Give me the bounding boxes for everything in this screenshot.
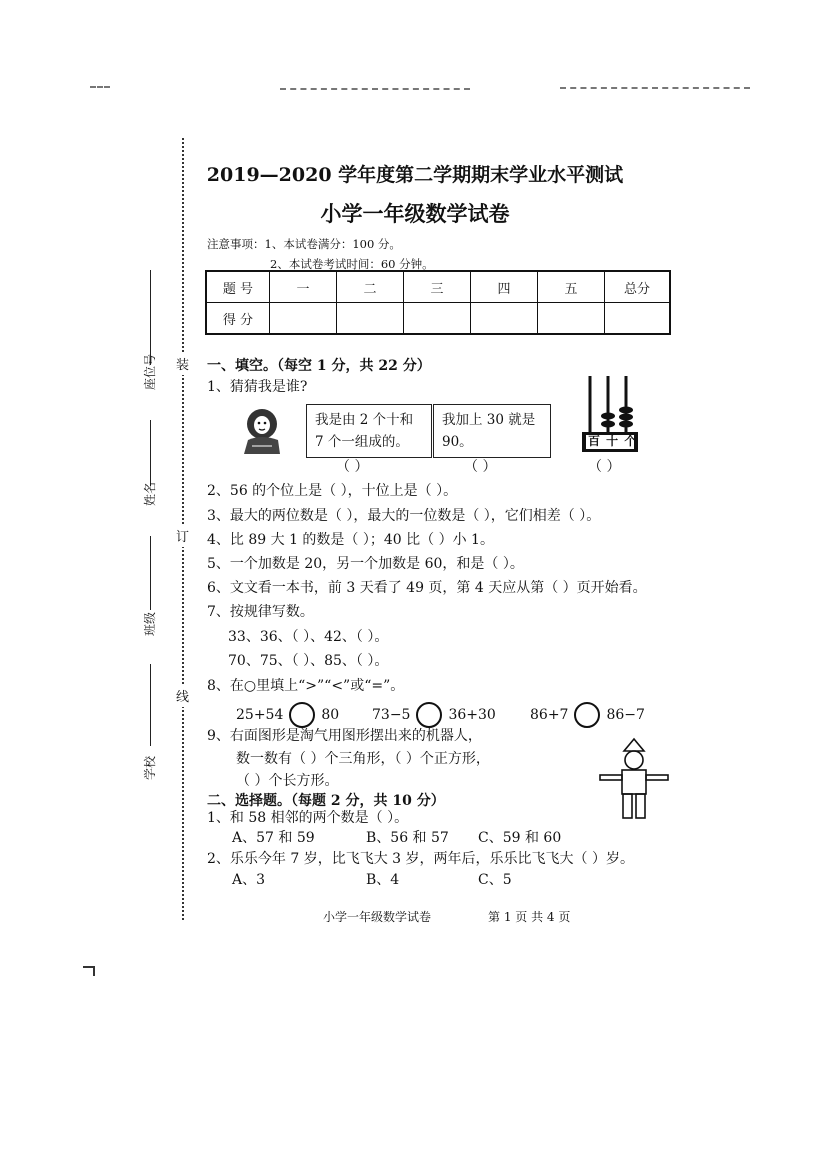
riddle-box-1 — [306, 404, 432, 458]
riddle-box-2 — [433, 404, 551, 458]
compare-right: 86−7 — [606, 707, 645, 723]
compare-circle[interactable] — [289, 702, 315, 728]
footer-exam-name: 小学一年级数学试卷 — [323, 910, 432, 924]
exam-subtitle: 小学一年级数学试卷 — [320, 201, 510, 226]
question-7b: 70、75、（ ）、85、（ ）。 — [228, 653, 389, 669]
compare-circle[interactable] — [416, 702, 442, 728]
compare-left: 86+7 — [530, 707, 569, 723]
score-header-cell: 一 — [270, 271, 337, 303]
question-2: 2、56 的个位上是（ ），十位上是（ ）。 — [207, 483, 458, 499]
score-table-header-row — [206, 271, 670, 303]
compare-right: 36+30 — [448, 707, 496, 723]
score-header-cell: 五 — [538, 271, 605, 303]
score-header-cell: 总分 — [605, 271, 671, 303]
compare-left: 73−5 — [372, 707, 411, 723]
question-9b: （ ）个长方形。 — [236, 773, 339, 789]
compare-item-1 — [236, 702, 339, 728]
choice-option[interactable]: B、56 和 57 — [366, 830, 449, 846]
answer-paren-2[interactable]: （ ） — [464, 459, 497, 475]
choice-question-1: 1、和 58 相邻的两个数是（ ）。 — [207, 810, 409, 826]
choice-question-2: 2、乐乐今年 7 岁，比飞飞大 3 岁，两年后，乐乐比飞飞大（ ）岁。 — [207, 851, 634, 867]
crop-mark — [83, 966, 95, 976]
name-line — [150, 420, 151, 486]
score-header-cell: 四 — [471, 271, 538, 303]
compare-left: 25+54 — [236, 707, 284, 723]
score-header-cell: 二 — [337, 271, 404, 303]
question-6: 6、文文看一本书，前 3 天看了 49 页，第 4 天应从第（ ）页开始看。 — [207, 580, 647, 596]
question-8: 8、在○里填上“>”“<”或“=”。 — [207, 678, 405, 694]
footer-page-number: 第 1 页 共 4 页 — [488, 910, 571, 924]
question-4: 4、比 89 大 1 的数是（ ）；40 比（ ）小 1。 — [207, 532, 494, 548]
scan-artifact — [560, 87, 750, 89]
riddle-box-2-line: 90。 — [442, 434, 473, 450]
robot-figure-icon — [598, 737, 670, 821]
question-5: 5、一个加数是 20，另一个加数是 60，和是（ ）。 — [207, 556, 524, 572]
question-9: 9、右面图形是淘气用图形摆出来的机器人， — [207, 728, 482, 744]
seat-number-line — [150, 270, 151, 365]
section-2-heading: 二、选择题。（每题 2 分，共 10 分） — [207, 793, 445, 809]
choice-option[interactable]: A、3 — [232, 872, 266, 888]
binding-char-ding: 订 — [176, 524, 189, 547]
score-cell[interactable] — [404, 303, 471, 335]
score-cell[interactable] — [471, 303, 538, 335]
riddle-box-2-line: 我加上 30 就是 — [442, 412, 536, 428]
question-7a: 33、36、（ ）、42、（ ）。 — [228, 629, 389, 645]
choice-option[interactable]: C、59 和 60 — [478, 830, 562, 846]
score-cell[interactable] — [337, 303, 404, 335]
question-7: 7、按规律写数。 — [207, 604, 314, 620]
class-label: 班级 — [143, 611, 157, 636]
score-row-label: 得 分 — [206, 303, 270, 335]
riddle-box-1-line: 7 个一组成的。 — [315, 434, 409, 450]
score-header-cell: 三 — [404, 271, 471, 303]
question-1: 1、猜猜我是谁? — [207, 379, 308, 395]
answer-paren-1[interactable]: （ ） — [336, 459, 369, 475]
choice-option[interactable]: C、5 — [478, 872, 512, 888]
score-cell[interactable] — [538, 303, 605, 335]
riddle-box-1-line: 我是由 2 个十和 — [315, 412, 414, 428]
scan-artifact — [90, 86, 110, 88]
exam-title: 2019—2020 学年度第二学期期末学业水平测试 — [206, 164, 624, 186]
choice-option[interactable]: B、4 — [366, 872, 400, 888]
score-cell[interactable] — [270, 303, 337, 335]
score-table — [205, 270, 671, 335]
question-3: 3、最大的两位数是（ ），最大的一位数是（ ），它们相差（ ）。 — [207, 508, 601, 524]
scan-artifact — [280, 88, 470, 90]
name-label: 姓名 — [143, 481, 157, 506]
binding-char-zhuang: 装 — [176, 352, 189, 375]
section-1-heading: 一、填空。（每空 1 分，共 22 分） — [207, 358, 431, 374]
class-line — [150, 536, 151, 610]
score-cell[interactable] — [605, 303, 671, 335]
note-line-2: 2、本试卷考试时间：60 分钟。 — [270, 257, 434, 271]
binding-char-xian: 线 — [176, 684, 189, 707]
compare-item-3 — [530, 702, 645, 728]
seat-number-label: 座位号 — [143, 353, 157, 390]
question-9a: 数一数有（ ）个三角形，（ ）个正方形， — [236, 751, 490, 767]
school-line — [150, 664, 151, 746]
choice-option[interactable]: A、57 和 59 — [232, 830, 315, 846]
abacus-place-labels: 百 十 个 — [588, 434, 638, 448]
answer-paren-3[interactable]: （ ） — [588, 459, 621, 475]
compare-right: 80 — [321, 707, 340, 723]
note-line-1: 注意事项：1、本试卷满分：100 分。 — [207, 237, 401, 251]
lion-icon — [240, 406, 286, 456]
compare-item-2 — [372, 702, 496, 728]
score-header-cell: 题 号 — [206, 271, 270, 303]
school-label: 学校 — [143, 755, 157, 780]
compare-circle[interactable] — [574, 702, 600, 728]
score-table-score-row — [206, 303, 670, 335]
